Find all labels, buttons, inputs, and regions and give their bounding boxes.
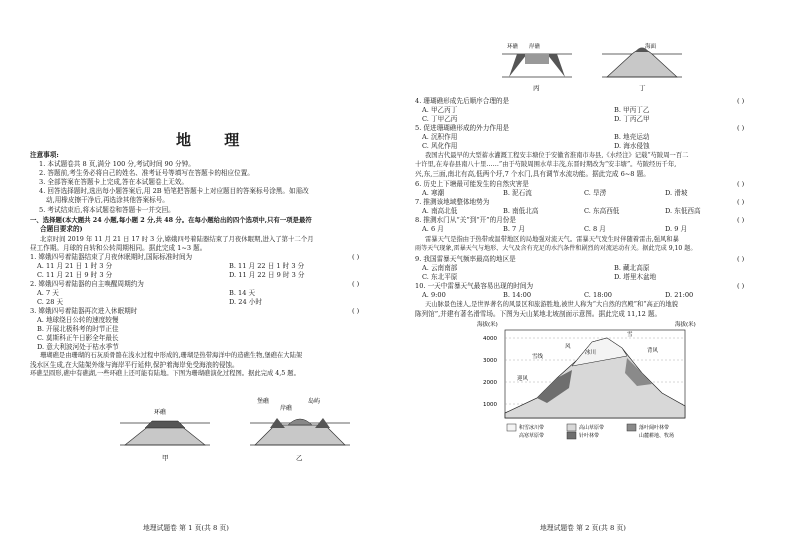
legend-piedmont-farmland: 山麓耕地、牧场 [639, 433, 675, 439]
legend-snow-glacier: 积雪冰川带 [519, 425, 545, 431]
question-9-option-b: B. 藏北高原 [614, 264, 650, 272]
question-10-option-b: B. 14:00 [503, 291, 532, 299]
label-leeward: 背风 [647, 348, 659, 354]
question-1-option-c: C. 11 月 21 日 9 时 3 分 [37, 271, 113, 279]
coral-reef-figure-bing-ding [497, 40, 697, 95]
exam-page-2 [397, 0, 794, 543]
question-9-option-d: D. 塔里木盆地 [614, 273, 657, 281]
coral-reef-figure-jia-yi [120, 385, 360, 465]
section-heading: 一、选择题(本大题共 24 小题,每小题 2 分,共 48 分。在每小题给出的四个选项中,只有一项是最符 [30, 216, 312, 224]
question-6-stem: 6. 历史上下塘最可能发生的自然灾害是 [415, 180, 529, 188]
fig-label-jia: 甲 [162, 454, 169, 462]
page-title: 地 理 [176, 131, 254, 149]
question-5-answer-slot: ( ) [737, 124, 745, 132]
legend-alpine-steppe: 高寒草原带 [519, 433, 545, 439]
question-9-stem: 9. 我国雷暴天气频率最高的地区是 [415, 255, 516, 263]
question-1-answer-slot: ( ) [352, 253, 360, 261]
passage-3-line-1: 我国古代最早的大型蓄水灌溉工程安丰塘位于安徽省淮南市寿县,《水经注》记载“芍陂周一百二 [425, 152, 689, 159]
question-10-option-a: A. 9:00 [422, 291, 446, 299]
question-5-stem: 5. 促进珊瑚礁形成的外力作用是 [415, 124, 510, 132]
question-1-option-b: B. 11 月 22 日 1 时 3 分 [229, 262, 305, 270]
fig-label-huanjiao: 环礁 [154, 409, 167, 416]
fig-label-haimian: 海面 [645, 44, 657, 50]
label-windward: 迎风 [517, 376, 529, 382]
fig-label-ding: 丁 [639, 84, 646, 92]
fig-label-yi: 乙 [296, 454, 303, 462]
tick-2000: 2000 [483, 380, 497, 386]
question-1-stem: 1. 嫦娥四号着陆器结束了月夜休眠期时,国际标准时间为 [30, 253, 193, 261]
question-2-option-c: C. 28 天 [37, 298, 64, 306]
label-snowline: 雪线 [532, 354, 544, 360]
question-8-option-b: B. 7 月 [503, 225, 525, 233]
question-8-answer-slot: ( ) [737, 216, 745, 224]
question-3-option-a: A. 地球绕日公转的速度较慢 [37, 316, 119, 324]
question-1-option-d: D. 11 月 22 日 9 时 3 分 [229, 271, 305, 279]
notice-line-2: 2. 答题前,考生务必将自己的姓名、准考证号等填写在答题卡的相应位置。 [39, 169, 254, 177]
passage-4-line-2: 雨等天气现象,雷暴天气与地形、大气及含有充足的水汽条件和剧烈的对流运动有关。据此完成 9,10 题。 [415, 245, 697, 252]
passage-2-line-3: 环礁呈圆形,礁中有礁湖,一些环礁上还可能有陆地。下图为珊瑚礁演化过程图。据此完成 4,5 题。 [30, 370, 300, 377]
question-4-stem: 4. 珊瑚礁形成先后顺序合理的是 [415, 97, 510, 105]
question-8-option-c: C. 8 月 [584, 225, 606, 233]
label-wind: 风 [565, 344, 571, 350]
notice-line-1: 1. 本试题卷共 8 页,满分 100 分,考试时间 90 分钟。 [39, 160, 195, 168]
question-6-option-a: A. 寒潮 [422, 189, 445, 197]
question-3-option-c: C. 莫斯科正午日影全年最长 [37, 334, 119, 342]
legend-conifer-forest: 针叶林带 [579, 433, 600, 439]
question-7-option-c: C. 东高西低 [584, 207, 620, 215]
fig-label-daoyu: 岛屿 [308, 398, 321, 405]
notice-line-3: 3. 全部答案在答题卡上完成,答在本试题卷上无效。 [39, 178, 188, 186]
question-10-stem: 10. 一天中雷暴天气最容易出现的时间为 [415, 282, 534, 290]
fig-label-bing: 丙 [533, 84, 540, 92]
question-7-option-d: D. 东低西高 [665, 207, 701, 215]
question-5-option-b: B. 地壳运动 [614, 133, 650, 141]
tick-3000: 3000 [483, 358, 497, 364]
passage-1-line-2: 昼工作期。月球的自转和公转周期相同。据此完成 1~3 题。 [30, 244, 207, 252]
question-6-option-b: B. 泥石流 [503, 189, 532, 197]
question-6-answer-slot: ( ) [737, 180, 745, 188]
question-2-stem: 2. 嫦娥四号着陆器的自主唤醒周期约为 [30, 280, 144, 288]
diagram-legend [507, 424, 674, 439]
notice-heading: 注意事项: [30, 151, 59, 159]
fig-label-chuanjiao: 岸礁 [280, 405, 293, 412]
question-4-option-c: C. 丁甲乙丙 [422, 115, 458, 123]
passage-2-line-1: 珊瑚礁是由珊瑚的石灰质骨骼在浅水过程中形成的,珊瑚是热带海洋中的造礁生物,堡礁在大陆架 [40, 352, 303, 359]
question-4-option-a: A. 甲乙丙丁 [422, 106, 458, 114]
question-3-stem: 3. 嫦娥四号着陆器再次进入休眠期时 [30, 307, 138, 315]
fig-label-huanjiao-2: 环礁 [507, 44, 519, 50]
label-glacier: 冰川 [585, 350, 597, 356]
passage-1-line-1: 北京时间 2019 年 11 月 21 日 17 时 3 分,嫦娥四号着陆器结束了月夜休眠期,进入了第十二个月 [40, 235, 314, 243]
question-5-option-c: C. 风化作用 [422, 142, 458, 150]
passage-5-line-2: 陈列馆”,并建有著名滑雪场。下图为天山某地北坡剖面示意图。据此完成 11,12 题。 [415, 310, 662, 318]
passage-3-line-2: 十许里,在寿春县南八十里……”由于芍陂周围水草丰茂,东晋时期改为“安丰塘”。芍陂经历千年, [415, 161, 677, 168]
question-4-option-b: B. 甲丙丁乙 [614, 106, 650, 114]
passage-3-line-3: 兴,东,三面,南北有高,低两个圩,7 个水门,具有调节水流功能。据此完成 6~8 题。 [415, 170, 650, 178]
question-9-answer-slot: ( ) [737, 255, 745, 263]
question-10-answer-slot: ( ) [737, 282, 745, 290]
question-7-answer-slot: ( ) [737, 198, 745, 206]
question-2-option-b: B. 14 天 [229, 289, 256, 297]
notice-line-4: 4. 回答选择题时,选出每小题答案后,用 2B 铅笔把答题卡上对应题目的答案标号涂黑。如需改 [39, 187, 309, 195]
page-footer: 地理试题卷 第 1 页(共 8 页) [143, 524, 229, 532]
question-9-option-c: C. 东北平原 [422, 273, 458, 281]
question-5-option-d: D. 海水侵蚀 [614, 142, 650, 150]
question-7-option-a: A. 南高北低 [422, 207, 458, 215]
question-8-stem: 8. 推测水门从“关”到“开”的月份是 [415, 216, 516, 224]
question-1-option-a: A. 11 月 21 日 1 时 3 分 [37, 262, 113, 270]
legend-alpine-grassland: 高山草原带 [579, 425, 605, 431]
reef-diagram-ding [602, 42, 682, 92]
page-footer-2: 地理试题卷 第 2 页(共 8 页) [540, 524, 626, 532]
notice-line-6: 5. 考试结束后,将本试题卷和答题卡一并交回。 [39, 206, 175, 214]
left-axis-title: 海拔(米) [477, 322, 498, 328]
question-4-option-d: D. 丁丙乙甲 [614, 115, 650, 123]
question-8-option-a: A. 6 月 [422, 225, 444, 233]
fig-label-chuanjiao-2: 岸礁 [529, 44, 541, 50]
question-3-answer-slot: ( ) [352, 307, 360, 315]
reef-diagram-bing [502, 42, 572, 92]
passage-5-line-1: 天山脉景色迷人,是世界著名的风景区和旅游胜地,被世人称为“大自然的宫殿”和“高正的地貌 [425, 301, 678, 308]
notice-line-5: 动,用橡皮擦干净后,再选涂其他答案标号。 [46, 196, 169, 204]
question-9-option-a: A. 云南南部 [422, 264, 458, 272]
question-2-option-a: A. 7 天 [37, 289, 59, 297]
question-7-option-b: B. 南低北高 [503, 207, 539, 215]
right-axis-title: 海拔(米) [675, 322, 696, 328]
question-2-option-d: D. 24 小时 [229, 298, 262, 306]
reef-diagram-yi [250, 397, 350, 462]
question-6-option-c: C. 旱涝 [584, 189, 607, 197]
passage-4-line-1: 雷暴天气是指由于热带或温带地区的局地强对流天气。雷暴天气发生时伴随着雷击,强风和暴 [425, 236, 679, 243]
question-2-answer-slot: ( ) [352, 280, 360, 288]
question-3-option-b: B. 开展北极科考的时节正佳 [37, 325, 119, 333]
question-5-option-a: A. 沉积作用 [422, 133, 458, 141]
question-6-option-d: D. 滑坡 [665, 189, 688, 197]
reef-diagram-jia [120, 408, 210, 462]
fig-label-baojiao: 堡礁 [257, 398, 270, 405]
tick-4000: 4000 [483, 336, 497, 342]
question-7-stem: 7. 推测该地域整体地势为 [415, 198, 490, 206]
label-snow: 雪 [627, 332, 633, 338]
legend-broadleaf-forest: 落叶阔叶林带 [639, 425, 670, 431]
question-8-option-d: D. 9 月 [665, 225, 688, 233]
tick-1000: 1000 [483, 402, 497, 408]
tianshan-profile-diagram [477, 318, 707, 463]
passage-2-line-2: 浅水区生成,在大陆架外缘与海岸平行延伸,保护着海岸免受海浪的侵蚀。 [30, 361, 239, 369]
question-10-option-c: C. 18:00 [584, 291, 613, 299]
question-10-option-d: D. 21:00 [665, 291, 694, 299]
section-heading-cont: 合题目要求的) [40, 225, 83, 233]
question-4-answer-slot: ( ) [737, 97, 745, 105]
question-3-option-d: D. 意大利波河处于枯水季节 [37, 343, 119, 351]
